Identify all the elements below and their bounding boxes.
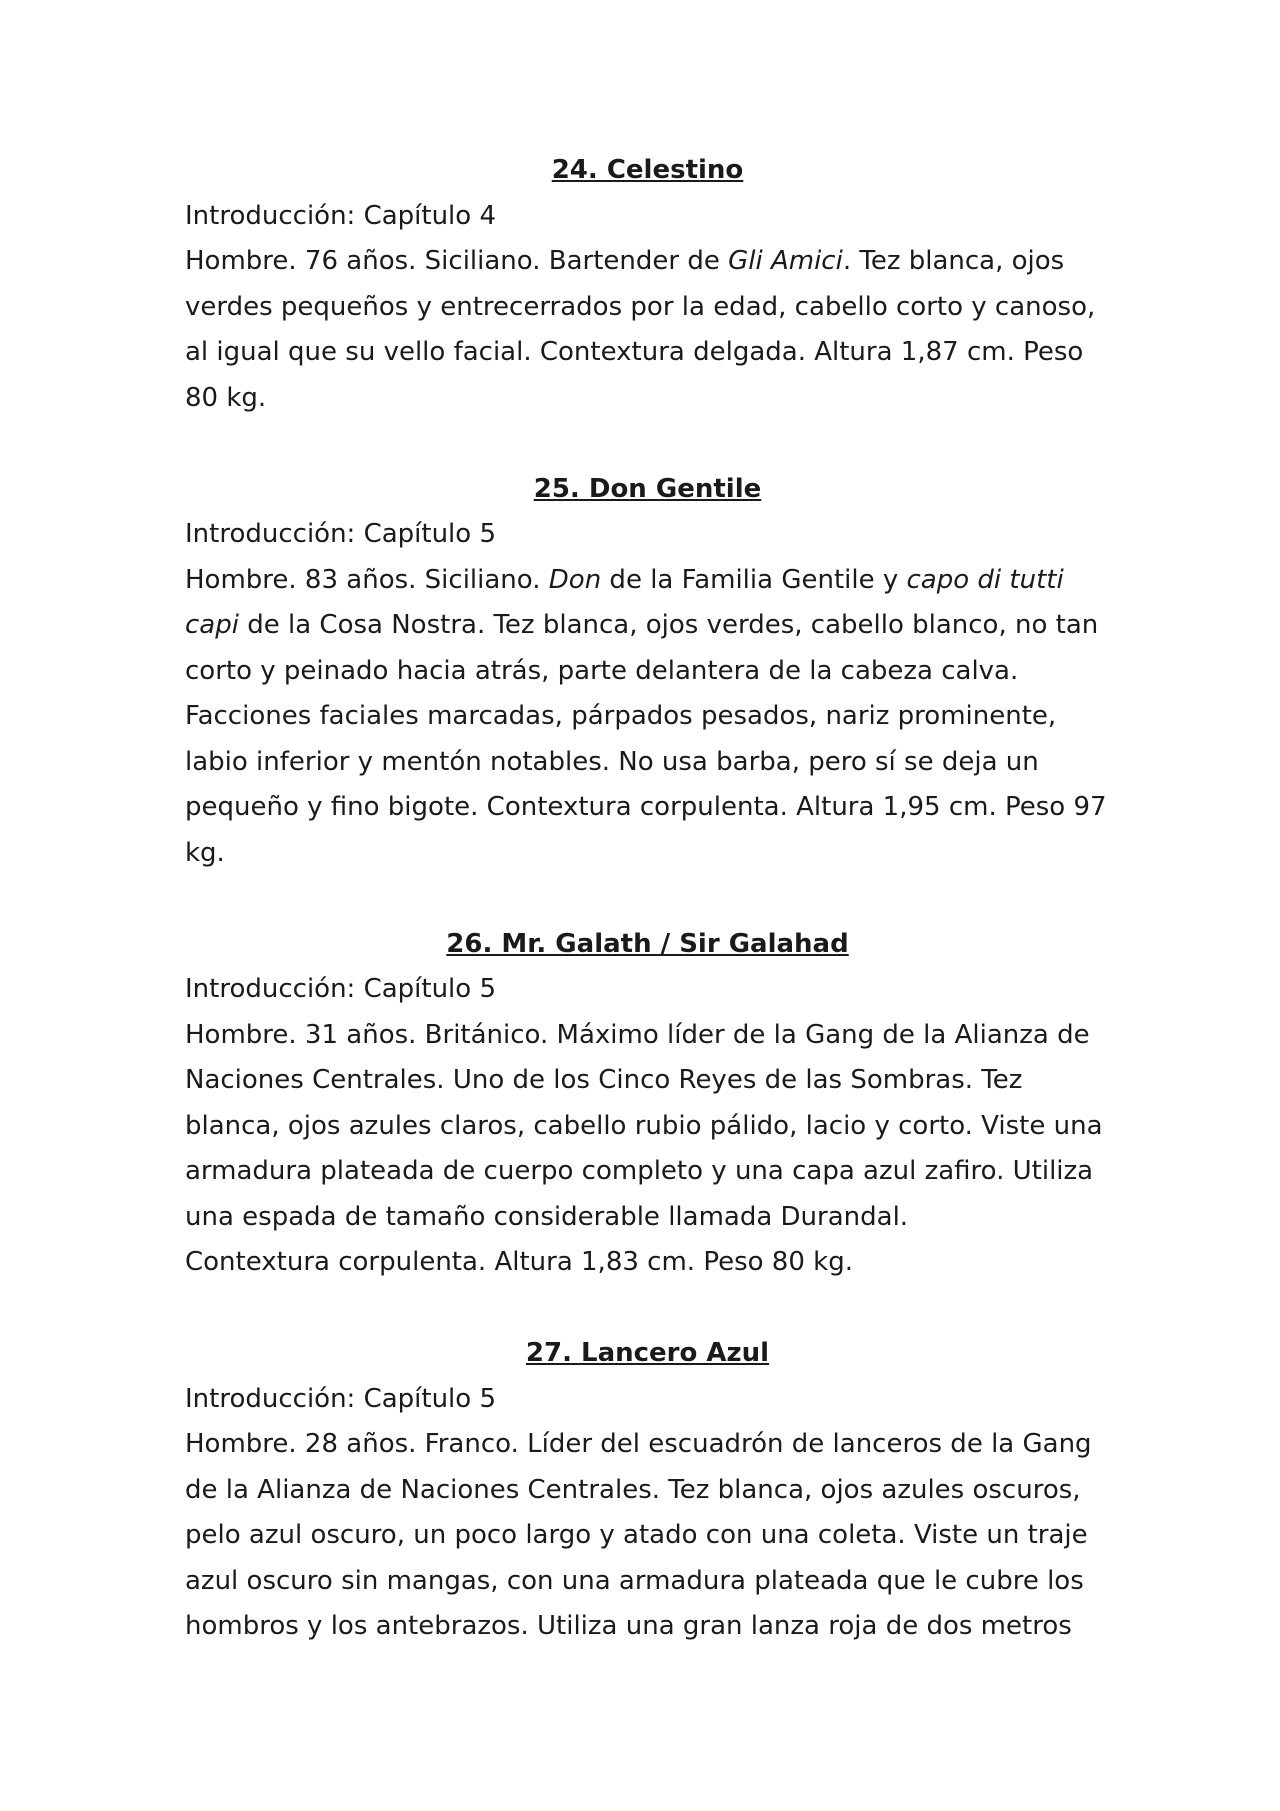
document-page [185,148,1110,1695]
character-entry-mr-galath [185,922,1110,1286]
entry-introduction: Introducción: Capítulo 5 [185,974,496,1004]
description-text: de la Cosa Nostra. Tez blanca, ojos verdes, cabello blanco, no tan corto y peinado hacia atrás, parte delantera de la cabeza calva. Facciones faciales marcadas, párpados pesados, nariz prominente, labio inferior y mentón notables. No usa barba, pero sí se deja un pequeño y fino bigote. Contextura corpulenta. Altura 1,95 cm. Peso 97 kg. [185,610,1107,868]
description-italic-text: capo di tutti capi [185,564,1064,640]
description-text: Hombre. 76 años. Siciliano. Bartender de [185,246,729,276]
entry-build-stats: Contextura corpulenta. Altura 1,83 cm. Peso 80 kg. [185,1247,853,1277]
entry-introduction: Introducción: Capítulo 5 [185,519,496,549]
description-text: de la Familia Gentile y [601,564,907,595]
description-text: Hombre. 31 años. Británico. Máximo líder de la Gang de la Alianza de Naciones Centrales. Uno de los Cinco Reyes de las Sombras. Tez blanca, ojos azules claros, cabello rubio pálido, lacio y corto. Viste una armadura plateada de cuerpo completo y una capa azul zafiro. Utiliza una espada de tamaño considerable llamada Durandal. [185,1019,1103,1232]
entry-description [185,239,1110,421]
entry-description [185,1013,1110,1241]
entry-introduction: Introducción: Capítulo 4 [185,200,496,231]
entry-title: 24. Celestino [551,155,744,185]
character-entry-don-gentile [185,467,1110,877]
description-text: . Tez blanca, ojos verdes pequeños y entrecerrados por la edad, cabello corto y canoso, al igual que su vello facial. Contextura delgada. Altura 1,87 cm. Peso 80 kg. [185,246,1096,413]
description-text: Hombre. 28 años. Franco. Líder del escuadrón de lanceros de la Gang de la Alianza de Naciones Centrales. Tez blanca, ojos azules oscuros, pelo azul oscuro, un poco largo y atado con una coleta. Viste un traje azul oscuro sin mangas, con una armadura plateada que le cubre los hombros y los antebrazos. Utiliza una gran lanza roja de dos metros [185,1429,1092,1641]
description-italic-text: Don [548,564,602,595]
entry-title: 25. Don Gentile [533,473,762,504]
entry-title: 26. Mr. Galath / Sir Galahad [446,928,849,959]
character-entry-lancero-azul [185,1331,1110,1650]
entry-title: 27. Lancero Azul [525,1338,770,1368]
character-entry-celestino [185,148,1110,421]
description-italic-text: Gli Amici [728,246,843,276]
entry-description [185,558,1110,877]
entry-introduction: Introducción: Capítulo 5 [185,1383,496,1414]
description-text: Hombre. 83 años. Siciliano. [185,564,549,595]
entry-description [185,1422,1110,1650]
